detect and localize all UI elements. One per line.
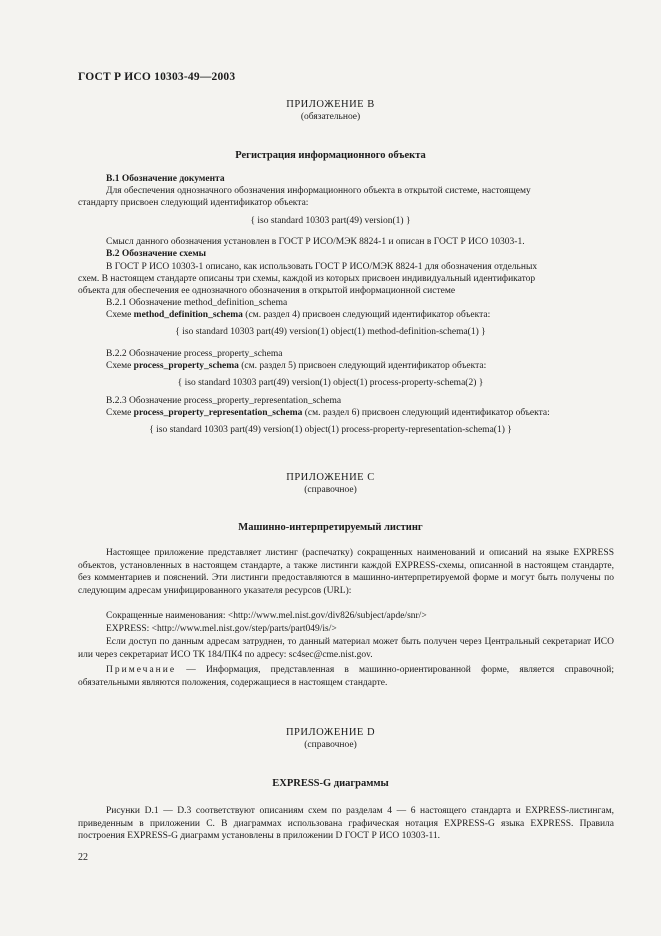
b23-schema-name: process_property_representation_schema xyxy=(133,408,303,418)
b23-title: B.2.3 Обозначение process_property_representation_schema xyxy=(106,396,342,406)
appendix-c-note: Примечание — Информация, представленная в машинно-ориентированной форме, является справочной; обязательными являются положения, содержащиеся в настоящем стандарте. xyxy=(78,665,614,688)
b1-heading: B.1 Обозначение документа xyxy=(106,174,225,184)
appendix-d-status: (справочное) xyxy=(304,740,357,750)
page-number: 22 xyxy=(78,852,88,863)
b1-meaning: Смысл данного обозначения установлен в ГОСТ Р ИСО/МЭК 8824-1 и описан в ГОСТ Р ИСО 10303-1. xyxy=(106,237,525,247)
b2-line-2: схем. В настоящем стандарте описаны три схемы, каждой из которых присвоен индивидуальный идентификатор xyxy=(78,274,536,284)
b1-identifier: { iso standard 10303 part(49) version(1) } xyxy=(250,216,411,226)
b21-title: B.2.1 Обозначение method_definition_schema xyxy=(106,298,288,308)
appendix-c-heading: Машинно-интерпретируемый листинг xyxy=(238,522,423,533)
appendix-b-heading: Регистрация информационного объекта xyxy=(235,150,426,161)
express-url: EXPRESS: <http://www.mel.nist.gov/step/parts/part049/is/> xyxy=(106,624,337,634)
b22-assignment: Схеме process_property_schema (см. раздел 5) присвоен следующий идентификатор объекта: xyxy=(106,361,487,371)
appendix-d-heading: EXPRESS-G диаграммы xyxy=(272,778,389,789)
b22-title: B.2.2 Обозначение process_property_schema xyxy=(106,349,283,359)
appendix-b-title: ПРИЛОЖЕНИЕ B xyxy=(286,99,375,110)
b1-line-2: стандарту присвоен следующий идентификатор объекта: xyxy=(78,198,309,208)
b2-heading: B.2 Обозначение схемы xyxy=(106,249,207,259)
appendix-b-status: (обязательное) xyxy=(300,112,361,122)
b21-identifier: { iso standard 10303 part(49) version(1) object(1) method-definition-schema(1) } xyxy=(175,327,486,337)
b21-assignment: Схеме method_definition_schema (см. раздел 4) присвоен следующий идентификатор объекта: xyxy=(106,310,491,320)
access-note: Если доступ по данным адресам затруднен, то данный материал может быть получен через Центральный секретариат ИСО или через секретариат ИСО ТК 184/ПК4 по адресу: sc4sec@cme.nist.gov. xyxy=(78,637,614,660)
note-label: Примечание xyxy=(106,665,177,675)
b1-line-1: Для обеспечения однозначного обозначения информационного объекта в открытой системе, настоящему xyxy=(106,186,531,196)
appendix-d-title: ПРИЛОЖЕНИЕ D xyxy=(285,727,376,738)
appendix-c-paragraph: Настоящее приложение представляет листинг (распечатку) сокращенных наименований и описаний на языке EXPRESS объектов, установленных в настоящем стандарте, а также листинги каждой EXPRESS-схемы, описанной в настоящем стандарте, без комментариев и пояснений. Эти листинги предоставляются в машинно-интерпретируемой форме и могут быть получены по следующим адресам унифицированного указателя ресурсов (URL): xyxy=(78,548,614,596)
b22-identifier: { iso standard 10303 part(49) version(1) object(1) process-property-schema(2) } xyxy=(177,378,484,388)
b23-identifier: { iso standard 10303 part(49) version(1) object(1) process-property-representation-schema(1) } xyxy=(149,425,512,435)
appendix-d-paragraph: Рисунки D.1 — D.3 соответствуют описаниям схем по разделам 4 — 6 настоящего стандарта и EXPRESS-листингам, приведенным в приложении C. В диаграммах использована графическая нотация EXPRESS-G языка EXPRESS. Правила построения EXPRESS-G диаграмм установлены в приложении D ГОСТ Р ИСО 10303-11. xyxy=(78,806,614,842)
b2-line-1: В ГОСТ Р ИСО 10303-1 описано, как использовать ГОСТ Р ИСО/МЭК 8824-1 для обозначения отдельных xyxy=(106,262,538,272)
b2-line-3: объекта для обеспечения ее однозначного обозначения в открытой информационной системе xyxy=(78,286,456,296)
b22-schema-name: process_property_schema xyxy=(133,361,239,371)
b21-schema-name: method_definition_schema xyxy=(133,310,243,320)
b23-assignment: Схеме process_property_representation_schema (см. раздел 6) присвоен следующий идентификатор объекта: xyxy=(106,408,550,418)
short-names-url: Сокращенные наименования: <http://www.mel.nist.gov/div826/subject/apde/snr/> xyxy=(106,611,427,621)
appendix-c-title: ПРИЛОЖЕНИЕ C xyxy=(286,472,375,483)
standard-code: ГОСТ Р ИСО 10303-49—2003 xyxy=(78,71,236,83)
appendix-c-status: (справочное) xyxy=(304,485,357,495)
